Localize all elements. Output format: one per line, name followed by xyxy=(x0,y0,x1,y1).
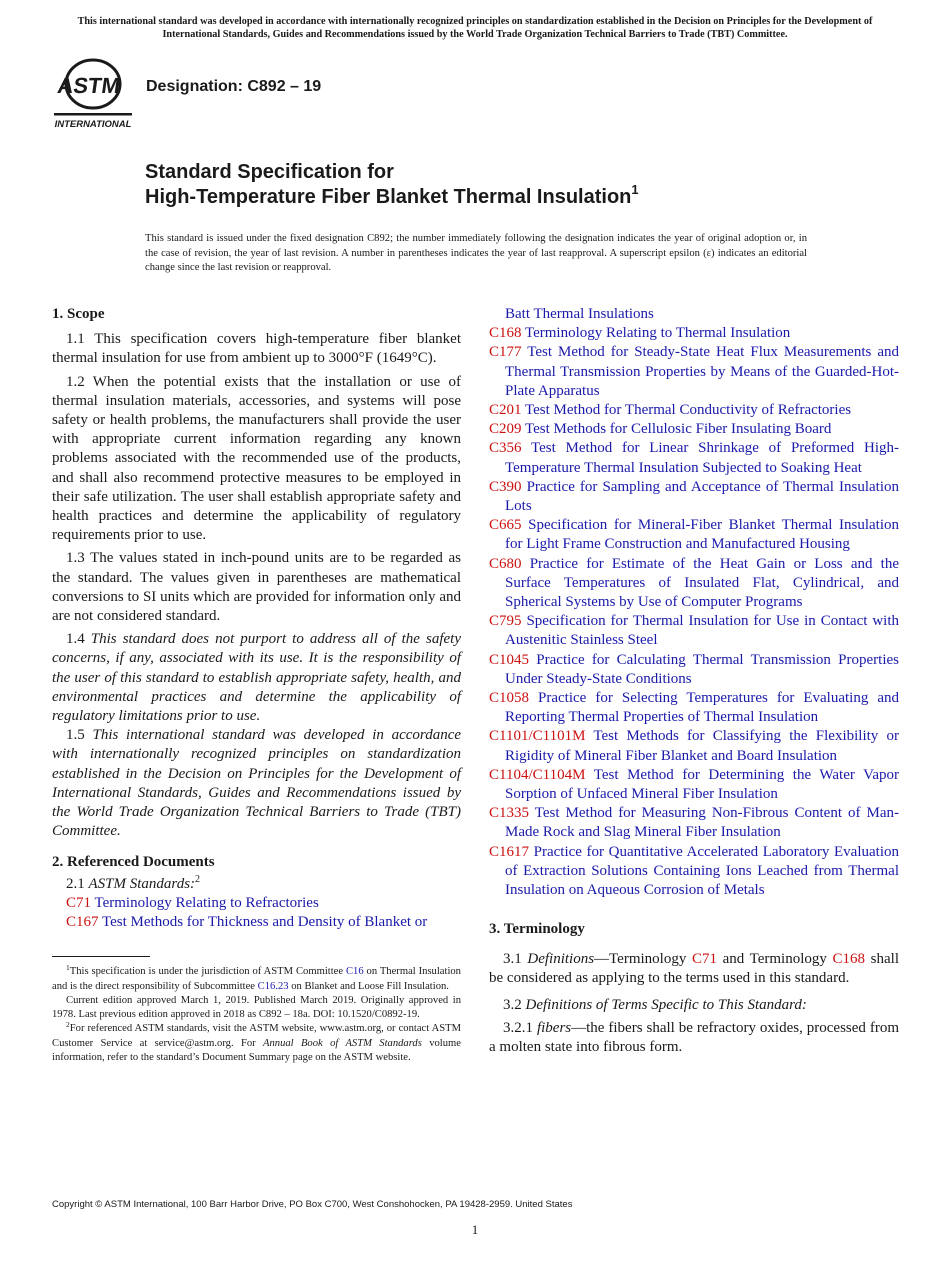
terminology-3-2: 3.2 Definitions of Terms Specific to This Standard: xyxy=(503,996,807,1013)
logo-text: ASTM xyxy=(55,73,122,98)
reference-item xyxy=(489,401,899,420)
scope-para-1-3: 1.3 The values stated in inch-pound units are to be regarded as the standard. The values given in parentheses are mathematical conversions to SI units which are provided for information only and are not considered standard. xyxy=(52,550,461,625)
committee-c16-link[interactable]: C16 xyxy=(345,966,364,978)
reference-item xyxy=(489,689,899,727)
scope-para-1-5: 1.5 This international standard was developed in accordance with internationally recognized principles on standardization established in the Decision on Principles for the Development of International Standards, Guides and Recommendations issued by the World Trade Organization Technical Barriers to Trade (TBT) Committee. xyxy=(52,727,462,840)
reference-title-link[interactable]: Test Methods for Cellulosic Fiber Insulating Board xyxy=(525,421,832,438)
reference-item xyxy=(489,555,899,613)
reference-item xyxy=(489,305,899,324)
reference-item xyxy=(489,651,899,689)
reference-code-link[interactable]: C356 xyxy=(489,440,522,457)
left-reference-list xyxy=(52,894,461,932)
reference-item xyxy=(489,439,899,477)
reference-item xyxy=(489,343,899,401)
title-line-2: High-Temperature Fiber Blanket Thermal Insulation$^1$ xyxy=(145,182,639,208)
reference-code-link[interactable]: C665 xyxy=(489,517,522,534)
subcommittee-c16-23-link[interactable]: C16.23 xyxy=(257,980,289,992)
reference-code-link[interactable]: C1335 xyxy=(489,805,530,822)
reference-title-link[interactable]: Test Method for Measuring Non-Fibrous Content of Man-Made Rock and Slag Mineral Fiber Insulation xyxy=(505,805,899,841)
logo-subtext: INTERNATIONAL xyxy=(54,119,132,130)
reference-title-link[interactable]: Specification for Mineral-Fiber Blanket Thermal Insulation for Light Frame Construction and Manufactured Housing xyxy=(505,517,899,553)
reference-title-link[interactable]: Test Method for Steady-State Heat Flux Measurements and Thermal Transmission Properties by Means of the Guarded-Hot-Plate Apparatus xyxy=(505,344,900,399)
copyright-notice: Copyright © ASTM International, 100 Barr Harbor Drive, PO Box C700, West Conshohocken, PA 19428-2959. United States xyxy=(52,1199,573,1210)
reference-title-link[interactable]: Test Methods for Classifying the Flexibility or Rigidity of Mineral Fiber Blanket and Board Insulation xyxy=(505,728,899,764)
terminology-3-1: 3.1 Definitions—Terminology C71 and Terminology C168 shall be considered as applying to the terms used in this standard. xyxy=(489,950,899,986)
reference-code-link[interactable]: C1101/C1101M xyxy=(489,728,586,745)
reference-item xyxy=(489,612,899,650)
astm-standards-label: 2.1 ASTM Standards:$^2$ xyxy=(66,873,201,892)
reference-item xyxy=(489,420,899,439)
reference-code-link[interactable]: C1617 xyxy=(489,843,530,860)
reference-item xyxy=(489,478,899,516)
scope-heading: 1. Scope xyxy=(52,306,105,322)
terminology-heading: 3. Terminology xyxy=(489,921,585,938)
scope-para-1-2: 1.2 When the potential exists that the installation or use of thermal insulation materials, accessories, and systems will pose safety or health problems, the manufacturers shall provide the user with appropriate current information regarding any known problems associated with the recommended use of the products, and shall also recommend protective measures to be employed in their safe utilization. The user shall establish appropriate safety and health practices and determine the applicability of regulatory requirements prior to use. xyxy=(52,373,461,544)
reference-item xyxy=(489,324,899,343)
reference-title-link[interactable]: Terminology Relating to Thermal Insulation xyxy=(525,325,791,342)
reference-code-link[interactable]: C71 xyxy=(66,894,92,911)
right-reference-list xyxy=(489,305,899,900)
reference-title-link[interactable]: Test Method for Linear Shrinkage of Preformed High-Temperature Thermal Insulation Subjected to Soaking Heat xyxy=(505,440,899,476)
footnote-1: $^1$This specification is under the jurisdiction of ASTM Committee C16 on Thermal Insulation and is the direct responsibility of Subcommittee C16.23 on Blanket and Loose Fill Insulation. xyxy=(52,963,461,992)
title-footnote-mark: 1 xyxy=(631,182,639,197)
left-column xyxy=(52,305,461,1065)
astm-logo xyxy=(52,56,134,132)
right-column xyxy=(489,305,899,1058)
scope-para-1-1: 1.1 This specification covers high-temperature fiber blanket thermal insulation for use from ambient up to 3000°F (1649°C). xyxy=(52,331,461,367)
scope-para-1-4: 1.4 This standard does not purport to address all of the safety concerns, if any, associated with its use. It is the responsibility of the user of this standard to establish appropriate safety, health, and environmental practices and determine the applicability of regulatory limitations prior to use. xyxy=(52,631,461,725)
international-standard-notice: This international standard was developed in accordance with internationally recognized principles on standardization established in the Decision on Principles for the Development of International Standards, Guides and Recommendations issued by the World Trade Organization Technical Barriers to Trade (TBT) Committee. xyxy=(77,16,873,40)
reference-title-link[interactable]: Test Methods for Thickness and Density of Blanket or xyxy=(102,914,428,931)
issue-note: This standard is issued under the fixed designation C892; the number immediately following the designation indicates the year of original adoption or, in the case of revision, the year of last revision. A number in parentheses indicates the year of last reapproval. A superscript epsilon (ε) indicates an editorial change since the last revision or reapproval. xyxy=(145,233,807,274)
reference-item xyxy=(66,894,461,913)
reference-item xyxy=(66,913,461,932)
referenced-documents-heading: 2. Referenced Documents xyxy=(52,854,215,871)
footnotes xyxy=(52,956,461,1065)
terminology-3-2-1: 3.2.1 fibers—the fibers shall be refractory oxides, processed from a molten state into fibrous form. xyxy=(489,1020,900,1056)
footnote-1-edition: Current edition approved March 1, 2019. Published March 2019. Originally approved in 1978. Last previous edition approved in 2018 as C892 – 18a. DOI: 10.1520/C0892-19. xyxy=(52,994,461,1021)
reference-code-link[interactable]: C177 xyxy=(489,344,522,361)
terminology-c71-link[interactable]: C71 xyxy=(691,950,717,967)
reference-title-link[interactable]: Practice for Estimate of the Heat Gain or Loss and the Surface Temperatures of Insulated Flat, Cylindrical, and Spherical Systems by Use of Computer Programs xyxy=(505,555,900,611)
footnote-rule xyxy=(52,956,150,957)
reference-title-link[interactable]: Specification for Thermal Insulation for Use in Contact with Austenitic Stainless Steel xyxy=(505,613,900,649)
document-title xyxy=(145,160,845,210)
reference-title-link[interactable]: Practice for Quantitative Accelerated Laboratory Evaluation of Extraction Solutions Containing Ions Leached from Thermal Insulation on Aqueous Corrosion of Metals xyxy=(505,843,899,899)
footnote-2: $^2$For referenced ASTM standards, visit the ASTM website, www.astm.org, or contact ASTM Customer Service at service@astm.org. For Annual Book of ASTM Standards volume information, refer to the standard’s Document Summary page on the ASTM website. xyxy=(52,1020,461,1064)
reference-item xyxy=(489,516,899,554)
reference-title-link[interactable]: Practice for Sampling and Acceptance of Thermal Insulation Lots xyxy=(505,478,899,515)
reference-item xyxy=(489,766,899,804)
designation: Designation: C892 – 19 xyxy=(146,78,322,95)
reference-item xyxy=(489,727,899,765)
terminology-c168-link[interactable]: C168 xyxy=(832,950,866,967)
reference-code-link[interactable]: C201 xyxy=(489,402,522,419)
reference-title-link[interactable]: Test Method for Determining the Water Vapor Sorption of Unfaced Mineral Fiber Insulation xyxy=(505,766,899,803)
reference-code-link[interactable]: C1058 xyxy=(489,690,530,707)
reference-code-link[interactable]: C209 xyxy=(489,421,522,438)
reference-code-link[interactable]: C680 xyxy=(489,555,522,572)
reference-item xyxy=(489,843,899,901)
reference-code-link[interactable]: C168 xyxy=(489,325,522,342)
reference-code-link[interactable]: C167 xyxy=(66,914,99,931)
title-line-1: Standard Specification for xyxy=(145,161,394,183)
reference-code-link[interactable]: C390 xyxy=(489,478,522,495)
reference-title-link[interactable]: Practice for Calculating Thermal Transmission Properties Under Steady-State Conditions xyxy=(505,651,899,687)
page-number: 1 xyxy=(471,1222,479,1237)
reference-code-link[interactable]: C1104/C1104M xyxy=(489,766,586,783)
reference-title-link[interactable]: Test Method for Thermal Conductivity of Refractories xyxy=(525,402,852,419)
reference-code-link[interactable]: C795 xyxy=(489,613,522,630)
reference-title-link[interactable]: Batt Thermal Insulations xyxy=(505,306,654,322)
reference-title-link[interactable]: Terminology Relating to Refractories xyxy=(94,894,319,911)
reference-title-link[interactable]: Practice for Selecting Temperatures for Evaluating and Reporting Thermal Properties of Thermal Insulation xyxy=(505,690,899,726)
reference-code-link[interactable]: C1045 xyxy=(489,651,530,668)
reference-item xyxy=(489,804,899,842)
